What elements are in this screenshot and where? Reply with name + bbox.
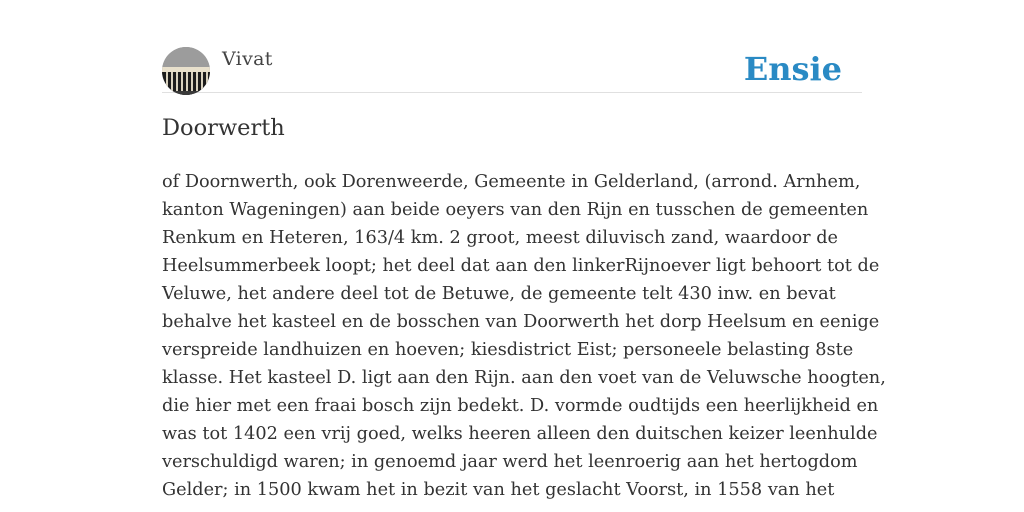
article-body: [162, 168, 886, 504]
body-line: verschuldigd waren; in genoemd jaar werd het leenroerig aan het hertogdom: [162, 452, 858, 472]
body-line: behalve het kasteel en de bosschen van Doorwerth het dorp Heelsum en eenige: [162, 312, 880, 332]
body-line: kanton Wageningen) aan beide oeyers van den Rijn en tusschen de gemeenten: [162, 200, 869, 220]
body-line: Renkum en Heteren, 163/4 km. 2 groot, meest diluvisch zand, waardoor de: [162, 228, 839, 248]
body-line: Heelsummerbeek loopt; het deel dat aan den linkerRijnoever ligt behoort tot de: [162, 256, 880, 276]
book-spines-icon: [162, 47, 210, 95]
body-line: klasse. Het kasteel D. ligt aan den Rijn. aan den voet van de Veluwsche hoogten,: [162, 368, 886, 388]
body-line: of Doornwerth, ook Dorenweerde, Gemeente in Gelderland, (arrond. Arnhem,: [162, 172, 861, 192]
body-line: die hier met een fraai bosch zijn bedekt. D. vormde oudtijds een heerlijkheid en: [162, 396, 879, 416]
article-title: Doorwerth: [162, 115, 285, 141]
body-line: Gelder; in 1500 kwam het in bezit van het geslacht Voorst, in 1558 van het: [162, 480, 835, 500]
brand-logo[interactable]: Ensie: [743, 50, 842, 88]
body-line: verspreide landhuizen en hoeven; kiesdistrict Eist; personeele belasting 8ste: [162, 340, 854, 360]
body-line: was tot 1402 een vrij goed, welks heeren alleen den duitschen keizer leenhulde: [162, 424, 878, 444]
site-header: [162, 44, 862, 93]
body-line: Veluwe, het andere deel tot de Betuwe, de gemeente telt 430 inw. en bevat: [162, 284, 836, 304]
publisher-name[interactable]: Vivat: [222, 48, 273, 70]
publisher-avatar[interactable]: [162, 47, 210, 95]
